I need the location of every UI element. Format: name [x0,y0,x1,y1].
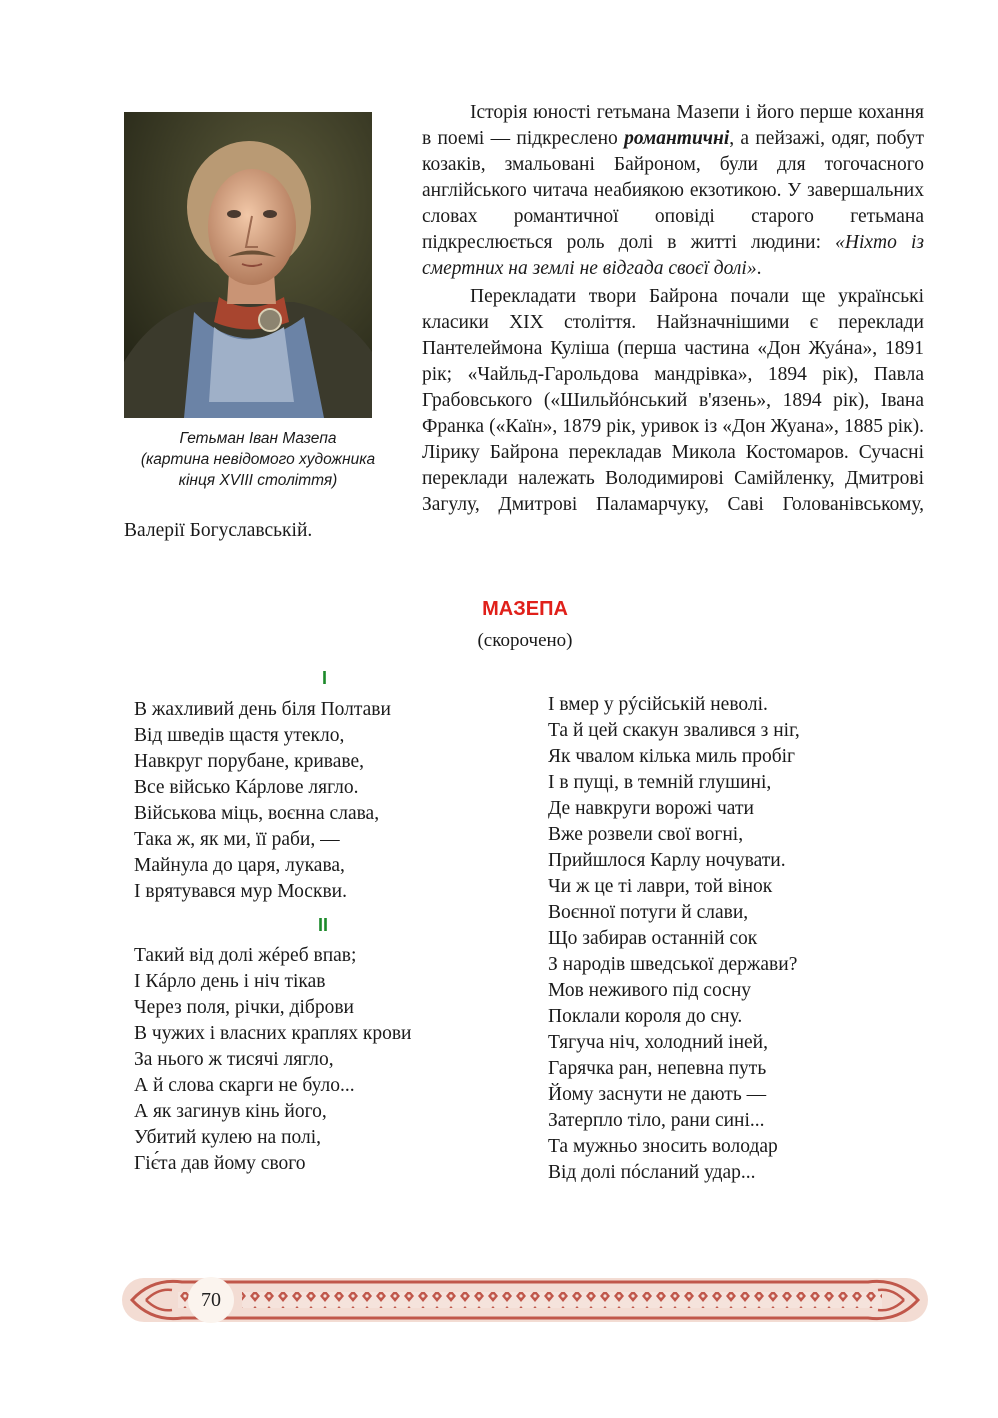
caption-line: (картина невідомого художника [140,451,376,468]
poem-line: І врятувався мур Москви. [134,881,347,902]
intro-text-segment: , а пейзажі, одяг, побут козаків, змальовані Байроном, були для тогочасного англійського читача неабиякою екзотикою. У завершальних словах романтичної оповіді старого гетьмана підкреслюється роль долі в житті людини: [422,128,924,253]
poem-line: Майнула до царя, лукава, [134,855,345,876]
poem-line: Що забирав останній сок [548,928,758,949]
poem-line: І вмер у рýсійській неволі. [548,694,768,715]
intro-text-segment: Історія юності гетьмана Мазепи і його перше кохання в поемі — підкреслено [422,102,924,149]
poem-line: Мов неживого під сосну [548,980,752,1001]
poem-line: Йому заснути не дають — [548,1084,767,1105]
poem-line: В жахливий день біля Полтави [134,699,391,720]
poem-line: Такий від долі жéреб впав; [134,945,357,966]
poem-line: Та мужньо зносить володар [548,1136,778,1157]
poem-line: Через поля, річки, діброви [134,997,354,1018]
poem-line: І в пущі, в темній глушині, [548,772,772,793]
poem-line: Убитий кулею на полі, [134,1127,322,1148]
poem-line: І Кáрло день і ніч тікав [134,971,326,992]
poem-line: Тягуча ніч, холодний іней, [548,1032,768,1053]
poem-line: Гіє́та дав йому свого [134,1153,306,1174]
intro-text [124,100,924,544]
poem-title: МАЗЕПА [482,598,568,620]
poem-line: А як загинув кінь його, [134,1101,327,1122]
poem-line: Вже розвели свої вогні, [548,824,744,845]
poem-line: Де навкруги ворожі чати [548,798,754,819]
portrait-image [124,112,372,418]
quote: «Ніхто із смертних на землі не відгада своєї долі» [422,232,924,279]
emphasized-word: романтичні [624,128,730,149]
poem-column-right [548,692,800,1186]
portrait-figure [124,112,392,491]
poem-line: Поклали короля до сну. [548,1006,743,1027]
poem-line: Військова міць, воєнна слава, [134,803,380,824]
poem-column-left [134,697,412,1177]
poem-line: Затерпло тіло, рани сині... [548,1110,765,1131]
caption-line: кінця XVIII століття) [178,472,338,489]
poem-line: Все військо Кáрлове лягло. [134,777,359,798]
intro-paragraph-2: Перекладати твори Байрона почали ще українські класики XIX століття. Найзначнішими є переклади Пантелеймона Куліша (перша частина «Дон Жуáна», 1891 рік; «Чайльд-Гарольдова мандрівка», 1894 рік), Павла Грабовського («Шильйóнський в'язень», 1894 рік), Івана Франка («Каїн», 1879 рік, уривок із «Дон Жуана», 1885 рік). Лірику Байрона перекладав Микола Костомаров. Сучасні переклади належать Володимирові Самійленку, Дмитрові Загулу, Дмитрові Паламарчуку, Саві Голованівському, Валерії Богуславській. [124,286,924,541]
caption-line: Гетьман Іван Мазепа [179,430,337,447]
poem-line: З народів шведської держави? [548,954,798,975]
poem-line: Та й цей скакун звалився з ніг, [548,720,800,741]
poem-line: Від шведів щастя утекло, [134,725,345,746]
poem-line: Така ж, як ми, її раби, — [134,829,340,850]
poem-subtitle: (скорочено) [477,630,573,651]
poem-line: За нього ж тисячі лягло, [134,1049,334,1070]
poem-line: Чи ж це ті лаври, той вінок [548,876,773,897]
poem-line: Воєнної потуги й слави, [548,902,749,923]
part-numeral-2: II [318,915,329,935]
page-number: 70 [188,1277,234,1323]
portrait-caption [124,428,392,491]
part-numeral-1: I [322,668,328,688]
poem-line: А й слова скарги не було... [134,1075,355,1096]
poem-line: Прийшлося Карлу ночувати. [548,850,786,871]
poem-line: Навкруг порубане, криваве, [134,751,365,772]
poem-line: В чужих і власних краплях крови [134,1023,412,1044]
poem-line: Гарячка ран, непевна путь [548,1058,767,1079]
intro-text-segment: . [756,258,762,279]
ornamental-footer-band [122,1272,928,1328]
poem-line: Як чвалом кілька миль пробіг [548,746,796,767]
poem-line: Від долі пóсланий удар... [548,1162,756,1183]
